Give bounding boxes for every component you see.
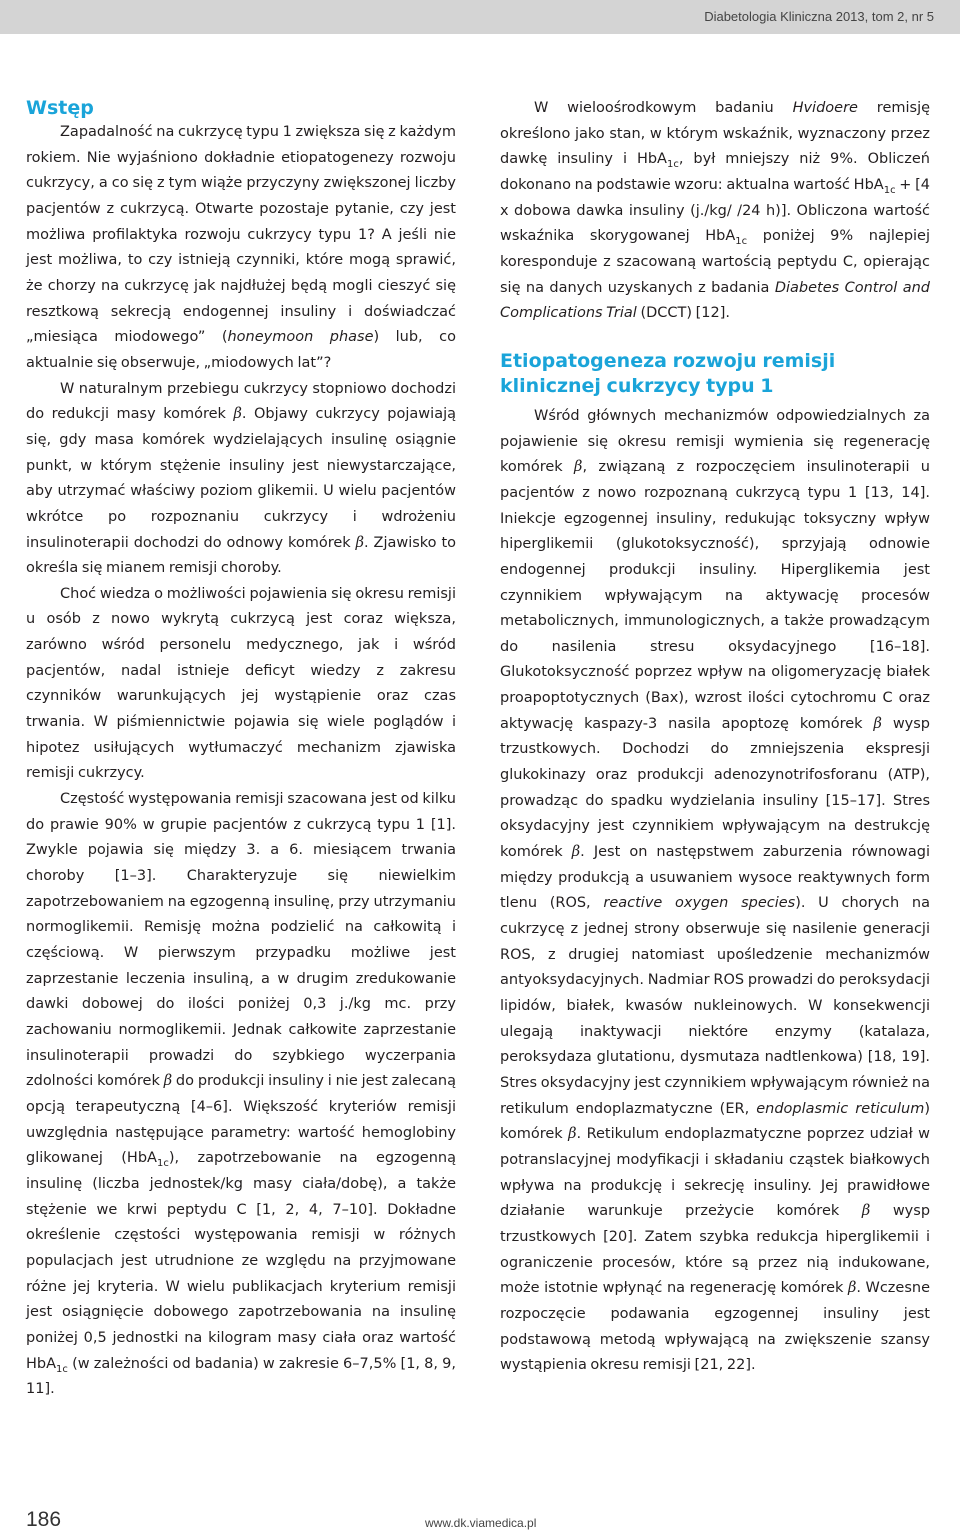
beta-symbol: β: [163, 1073, 173, 1090]
etiopathogenesis-heading: Etiopatogeneza rozwoju remisji klinicznej cukrzycy typu 1: [500, 349, 836, 397]
left-column: [26, 96, 456, 1403]
running-head: [0, 0, 960, 34]
etiopathogenesis-paragraph: Wśród głównych mechanizmów odpowiedzialnych za pojawienie się okresu remisji wymienia się regenerację komórek β, związaną z rozpoczęciem insulinoterapii u pacjentów z nowo rozpoznaną cukrzycą typu 1 [13, 14]. Iniekcje egzogennej insuliny, redukując toksyczny wpływ hiperglikemii (glukotoksyczność), sprzyjają odnowie endogennej produkcji insuliny. Hiperglikemia jest czynnikiem wpływającym na aktywację procesów metabolicznych, immunologicznych, a także prowadzącym do nasilenia stresu oksydacyjnego [16–18]. Glukotoksyczność poprzez wpływ na oligomeryzację białek proapoptotycznych (Bax), wzrost ilości cytochromu C oraz aktywację kaspazy-3 nasila apoptozę komórek β wysp trzustkowych. Dochodzi do zmniejszenia ekspresji glukokinazy oraz produkcji adenozynotrifosforanu (ATP), prowadząc do spadku wydzielania insuliny [15–17]. Stres oksydacyjny jest czynnikiem wpływającym na destrukcję komórek β. Jest on następstwem zaburzenia równowagi między produkcją a usuwaniem wysoce reaktywnych form tlenu (ROS, reactive oxygen species). U chorych na cukrzycę z jednej strony obserwuje się nasilenie generacji ROS, z drugiej natomiast upośledzenie mechanizmów antyoksydacyjnych. Nadmiar ROS prowadzi do peroksydacji lipidów, białek, kwasów nukleinowych. W konsekwencji ulegają inaktywacji niektóre enzymy (katalaza, peroksydaza glutationu, dysmutaza nadtlenkowa) [18, 19]. Stres oksydacyjny jest czynnikiem wpływającym również na retikulum endoplazmatyczne (ER, endoplasmic reticulum) komórek β. Retikulum endoplazmatyczne poprzez udział w potranslacyjnej modyfikacji i składaniu cząstek białkowych wpływa na produkcję i sekrecję insuliny. Jej prawidłowe działanie warunkuje przeżycie komórek β wysp trzustkowych [20]. Zatem szybka redukcja hiperglikemii i ograniczenie procesów, które są przez nią indukowane, może istotnie wpłynąć na regenerację komórek β. Wczesne rozpoczęcie podawania egzogennej insuliny jest podstawową metodą wpływającą na zwiększenie szansy wystąpienia okresu remisji [21, 22].: [500, 407, 931, 1374]
intro-paragraph-2: W naturalnym przebiegu cukrzycy stopniowo dochodzi do redukcji masy komórek β. Objawy cukrzycy pojawiają się, gdy masa komórek wydzielających insulinę osiągnie punkt, w którym stężenie insuliny jest niewystarczające, aby utrzymać właściwy poziom glikemii. U wielu pacjentów wkrótce po rozpoznaniu cukrzycy i wdrożeniu insulinoterapii dochodzi do odnowy komórek β. Zjawisko to określa się mianem remisji choroby.: [26, 380, 457, 577]
beta-symbol: β: [574, 459, 583, 476]
beta-symbol: β: [847, 1280, 857, 1297]
hvidoere-paragraph: W wieloośrodkowym badaniu Hvidoere remisję określono jako stan, w którym wskaźnik, wyznaczony przez dawkę insuliny i HbA$_{1c}$, był mniejszy niż 9%. Obliczeń dokonano na podstawie wzoru: aktualna wartość HbA$_{1c}$ + [4 x dobowa dawka insuliny (j./kg/ /24 h)]. Obliczona wartość wskaźnika skorygowanej HbA$_{1c}$ poniżej 9% najlepiej koresponduje z szacowaną wartością peptydu C, opierając się na danych uzyskanych z badania Diabetes Control and Complications Trial (DCCT) [12].: [500, 100, 931, 322]
beta-symbol: β: [568, 1126, 577, 1143]
intro-paragraph-4: Częstość występowania remisji szacowana jest od kilku do prawie 90% w grupie pacjentów z cukrzycą typu 1 [1]. Zwykle pojawia się między 3. a 6. miesiącem trwania choroby [1–3]. Charakteryzuje się niewielkim zapotrzebowaniem na egzogenną insulinę, przy utrzymaniu normoglikemii. Remisję można podzielić na całkowitą i częściową. W pierwszym przypadku możliwe jest zaprzestanie leczenia insuliną, a w drugim zredukowanie dawki dobowej do ilości poniżej 0,3 j./kg mc. przy zachowaniu normoglikemii. Jednak całkowite zaprzestanie insulinoterapii prowadzi do szybkiego wyczerpania zdolności komórek β do produkcji insuliny i nie jest zalecaną opcją terapeutyczną [4–6]. Większość kryteriów remisji uwzględnia następujące parametry: wartość hemoglobiny glikowanej (HbA$_{1c}$), zapotrzebowanie na egzogenną insulinę (liczba jednostek/kg masy ciała/dobę), a także stężenie we krwi peptydu C [1, 2, 4, 7–10]. Dokładne określenie częstości występowania remisji w różnych populacjach jest utrudnione ze względu na przyjmowane różne jej kryteria. W wielu publikacjach kryterium remisji jest osiągnięcie dobowego zapotrzebowania na insulinę poniżej 0,5 jednostki na kilogram masy ciała oraz wartość HbA$_{1c}$ (w zależności od badania) w zakresie 6–7,5% [1, 8, 9, 11].: [26, 791, 457, 1398]
intro-paragraph-3: Choć wiedza o możliwości pojawienia się okresu remisji u osób z nowo wykrytą cukrzycą jest coraz większa, zarówno wśród personelu medycznego, jak i wśród pacjentów, nadal istnieje deficyt wiedzy z zakresu czynników warunkujących jej wystąpienie oraz czas trwania. W piśmiennictwie pojawia się wiele poglądów i hipotez usiłujących wytłumaczyć mechanizm zjawiska remisji cukrzycy.: [26, 585, 456, 782]
beta-symbol: β: [355, 534, 364, 551]
intro-heading: Wstęp: [26, 97, 94, 119]
journal-url: www.dk.viamedica.pl: [425, 1516, 537, 1530]
right-column: [500, 96, 930, 1379]
beta-symbol: β: [873, 715, 882, 732]
beta-symbol: β: [233, 406, 242, 423]
intro-paragraph-1: Zapadalność na cukrzycę typu 1 zwiększa się z każdym rokiem. Nie wyjaśniono dokładnie etiopatogenezy rozwoju cukrzycy, a co się z tym wiąże przyczyny zwiększonej liczby pacjentów z cukrzycą. Otwarte pozostaje pytanie, czy jest możliwa profilaktyka rozwoju cukrzycy typu 1? A jeśli nie jest możliwa, to czy istnieją czynniki, które mogą sprawić, że chorzy na cukrzycę jak najdłużej będą mogli cieszyć się resztkową sekrecją endogennej insuliny i doświadczać „miesiąca miodowego” (honeymoon phase) lub, co aktualnie się obserwuje, „miodowych lat”?: [26, 124, 456, 371]
beta-symbol: β: [861, 1203, 871, 1220]
journal-citation: Diabetologia Kliniczna 2013, tom 2, nr 5: [704, 9, 934, 24]
page-number: 186: [26, 1508, 62, 1531]
beta-symbol: β: [571, 844, 581, 861]
